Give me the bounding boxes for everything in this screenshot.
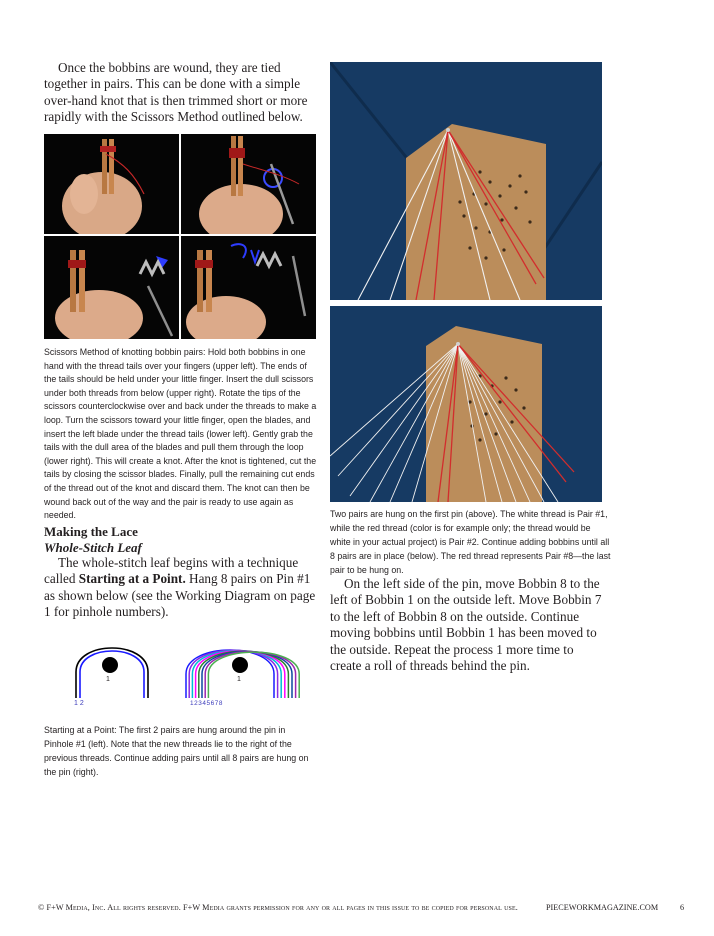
- left-pair-numbers: 1 2: [74, 700, 84, 707]
- body-text-bold-term: Starting at a Point.: [78, 571, 186, 587]
- section-body-paragraph: [44, 555, 316, 621]
- pin-diagram-eight-pairs: [178, 636, 318, 712]
- footer-copyright: © F+W Media, Inc. All rights reserved. F+W Media grants permission for any or all pages in this issue to be copied for personal use.: [38, 903, 518, 912]
- photos-caption: Two pairs are hung on the first pin (above). The white thread is Pair #1, while the red thread (color is for example only; the thread would be white in your actual project) is Pair #2. Continue adding bobbins until all 8 pairs are in place (below). The red thread represents Pair #8—the last pair to be hung on.: [330, 509, 611, 576]
- intro-paragraph: Once the bobbins are wound, they are tied together in pairs. This can be done with a simple over-hand knot that is then trimmed short or more rapidly with the Scissors Method outlined below.: [44, 60, 308, 125]
- scissors-method-caption: Scissors Method of knotting bobbin pairs: Hold both bobbins in one hand with the thread tails over your fingers (upper left). The ends of the tails should be held under your little finger. Insert the dull scissors under both threads from below (upper right). Rotate the tips of the scissors counterclockwise over and back under the threads to make a loop. Turn the scissors toward your little finger, open the blades, and insert the left blade under the thread tails (lower left). Gently grab the tails with the dull area of the blades and pull them through the loop (lower right). This will create a knot. After the knot is tightened, cut the tails by closing the scissor blades. Finally, pull the remaining cut ends of the thread out of the knot and discard them. The knot can then be wound back out of the way and the pair is ready to use again as needed.: [44, 347, 317, 522]
- pin-diagram-two-pairs: [72, 636, 156, 712]
- photo-two-pairs-on-pin: [330, 62, 602, 300]
- page-number: 6: [680, 903, 685, 912]
- pin-marker: [232, 657, 248, 673]
- right-pin-label: 1: [237, 676, 241, 683]
- footer-site-link[interactable]: PIECEWORKMAGAZINE.COM: [546, 903, 659, 912]
- body-text-start: The whole-stitch leaf begins with a technique called: [44, 555, 299, 587]
- right-pair-numbers: 1 2 3 4 5 6 7 8: [190, 700, 222, 707]
- section-heading: Making the Lace: [44, 524, 138, 539]
- body-text-end: Hang 8 pairs on Pin #1 as shown below (see the Working Diagram on page 1 for pinhole numbers).: [44, 571, 316, 620]
- photo-pull-through: [181, 236, 316, 339]
- right-body-paragraph: On the left side of the pin, move Bobbin 8 to the left of Bobbin 1 on the outside left. Move Bobbin 7 to the left of Bobbin 8 on the outside. Continue moving bobbins until Bobbin 1 has been moved to the outside. Repeat the process 1 more time to create a roll of threads behind the pin.: [330, 576, 602, 674]
- photo-insert-scissors: [181, 134, 316, 234]
- left-pin-label: 1: [106, 676, 110, 683]
- section-subheading: Whole-Stitch Leaf: [44, 540, 142, 555]
- photo-hold-bobbins: [44, 134, 179, 234]
- photo-eight-pairs-on-pin: [330, 306, 602, 502]
- diagram-caption: Starting at a Point: The first 2 pairs are hung around the pin in Pinhole #1 (left). Note that the new threads lie to the right of the previous threads. Continue adding pairs until all 8 pairs are hung on the pin (right).: [44, 725, 309, 778]
- photo-open-blades: [44, 236, 179, 339]
